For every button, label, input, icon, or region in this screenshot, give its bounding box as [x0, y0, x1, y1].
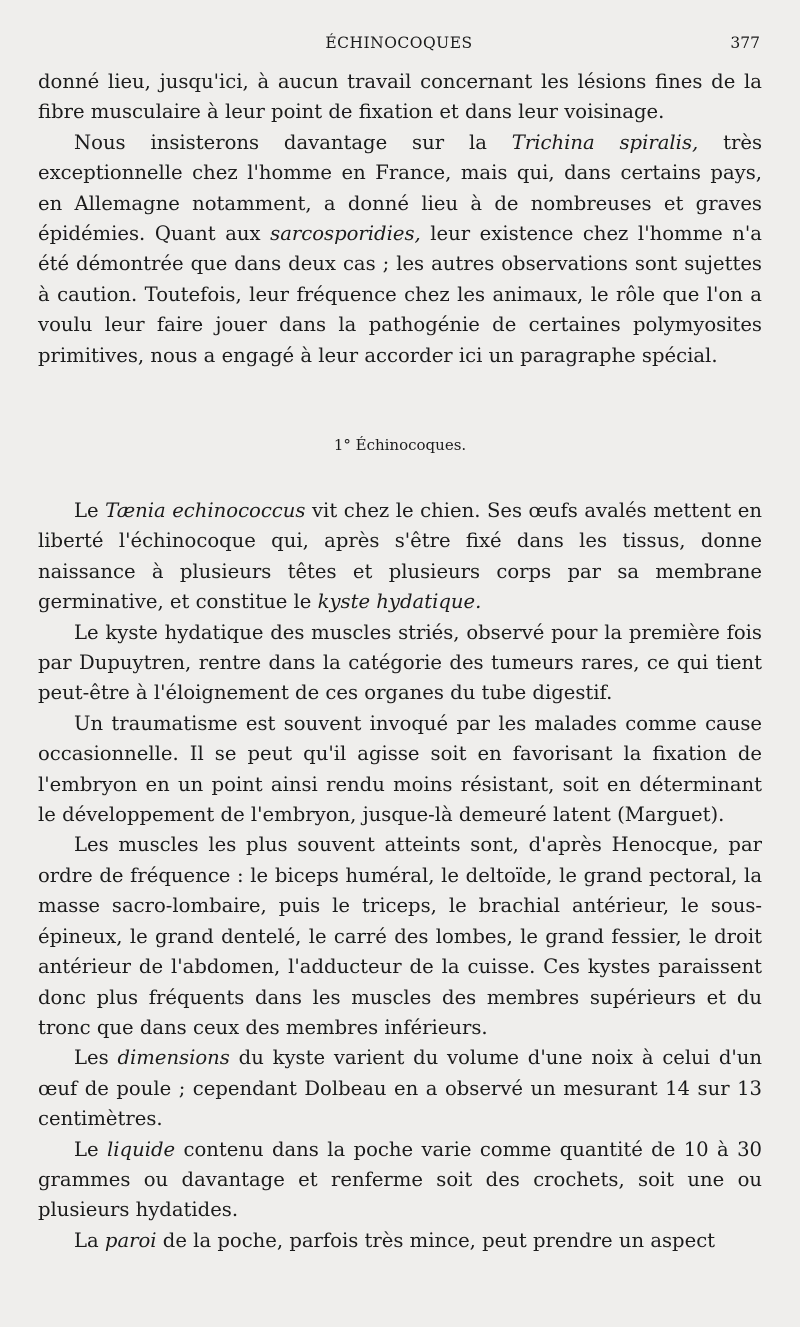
text-run: Nous insisterons davantage sur la — [74, 130, 512, 154]
paragraph: donné lieu, jusqu'ici, à aucun travail concernant les lésions fines de la fibre musculaire à leur point de fixation et dans leur voisinage. — [38, 70, 762, 124]
text-run: très exceptionnelle chez l'homme en France, mais qui, dans certains pays, en Allemagne notamment, a donné lieu à de nombreuses et graves épidémies. Quant aux — [38, 130, 763, 246]
text-run: de la poche, parfois très mince, peut prendre un aspect — [156, 1228, 716, 1252]
italic-term: paroi — [104, 1228, 157, 1252]
italic-term: dimensions — [117, 1046, 230, 1070]
italic-term: liquide — [107, 1137, 176, 1161]
text-run: La — [74, 1228, 105, 1252]
page-header — [38, 34, 760, 56]
text-run: leur existence chez l'homme n'a été démontrée que dans deux cas ; les autres observations sont sujettes à caution. Toutefois, leur fréquence chez les animaux, le rôle que l'on a voulu leur faire jouer dans la pathogénie de certaines polymyosites primitives, nous a engagé à leur accorder ici un paragraphe spécial. — [38, 222, 762, 367]
text-run: du kyste varient du volume d'une noix à celui d'un œuf de poule ; cependant Dolbeau en a observé un mesurant 14 sur 13 centimètres. — [38, 1046, 762, 1131]
italic-term: kyste hydatique. — [317, 590, 482, 614]
body-text-block — [38, 496, 762, 1256]
running-title: ÉCHINOCOQUES — [325, 34, 473, 52]
paragraph — [38, 1226, 762, 1256]
section-heading: 1° Échinocoques. — [333, 436, 467, 454]
text-run: contenu dans la poche varie comme quantité de 10 à 30 grammes ou davantage et renferme soit des crochets, soit une ou plusieurs hydatides. — [38, 1137, 763, 1222]
text-run: Le — [74, 499, 106, 522]
page-number: 377 — [730, 34, 760, 52]
italic-term: Trichina spiralis, — [511, 130, 699, 154]
italic-term: sarcosporidies, — [270, 222, 421, 246]
text-run: vit chez le chien. Ses œufs avalés mettent en liberté l'échinocoque qui, après s'être fixé dans les tissus, donne naissance à plusieurs têtes et plusieurs corps par sa membrane germinative, et constitue le — [38, 499, 763, 614]
paragraph: Le kyste hydatique des muscles striés, observé pour la première fois par Dupuytren, rentre dans la catégorie des tumeurs rares, ce qui tient peut-être à l'éloignement de ces organes du tube digestif. — [38, 620, 762, 705]
paragraph — [38, 128, 762, 371]
italic-term: Tænia echinococcus — [105, 499, 306, 522]
paragraph: Un traumatisme est souvent invoqué par les malades comme cause occasionnelle. Il se peut qu'il agisse soit en favorisant la fixation de l'embryon en un point ainsi rendu moins résistant, soit en déterminant le développement de l'embryon, jusque-là demeuré latent (Marguet). — [38, 711, 762, 827]
text-run: Les — [74, 1046, 118, 1070]
paragraph — [38, 1135, 762, 1226]
paragraph — [38, 1043, 762, 1134]
paragraph: Les muscles les plus souvent atteints sont, d'après Henocque, par ordre de fréquence : le biceps huméral, le deltoïde, le grand pectoral, la masse sacro-lombaire, puis le triceps, le brachial antérieur, le sous-épineux, le grand dentelé, le carré des lombes, le grand fessier, le droit antérieur de l'abdomen, l'adducteur de la cuisse. Ces kystes paraissent donc plus fréquents dans les muscles des membres supérieurs et du tronc que dans ceux des membres inférieurs. — [38, 833, 762, 1039]
text-run: Le — [74, 1137, 107, 1161]
intro-text-block — [38, 67, 762, 371]
paragraph — [38, 496, 762, 618]
